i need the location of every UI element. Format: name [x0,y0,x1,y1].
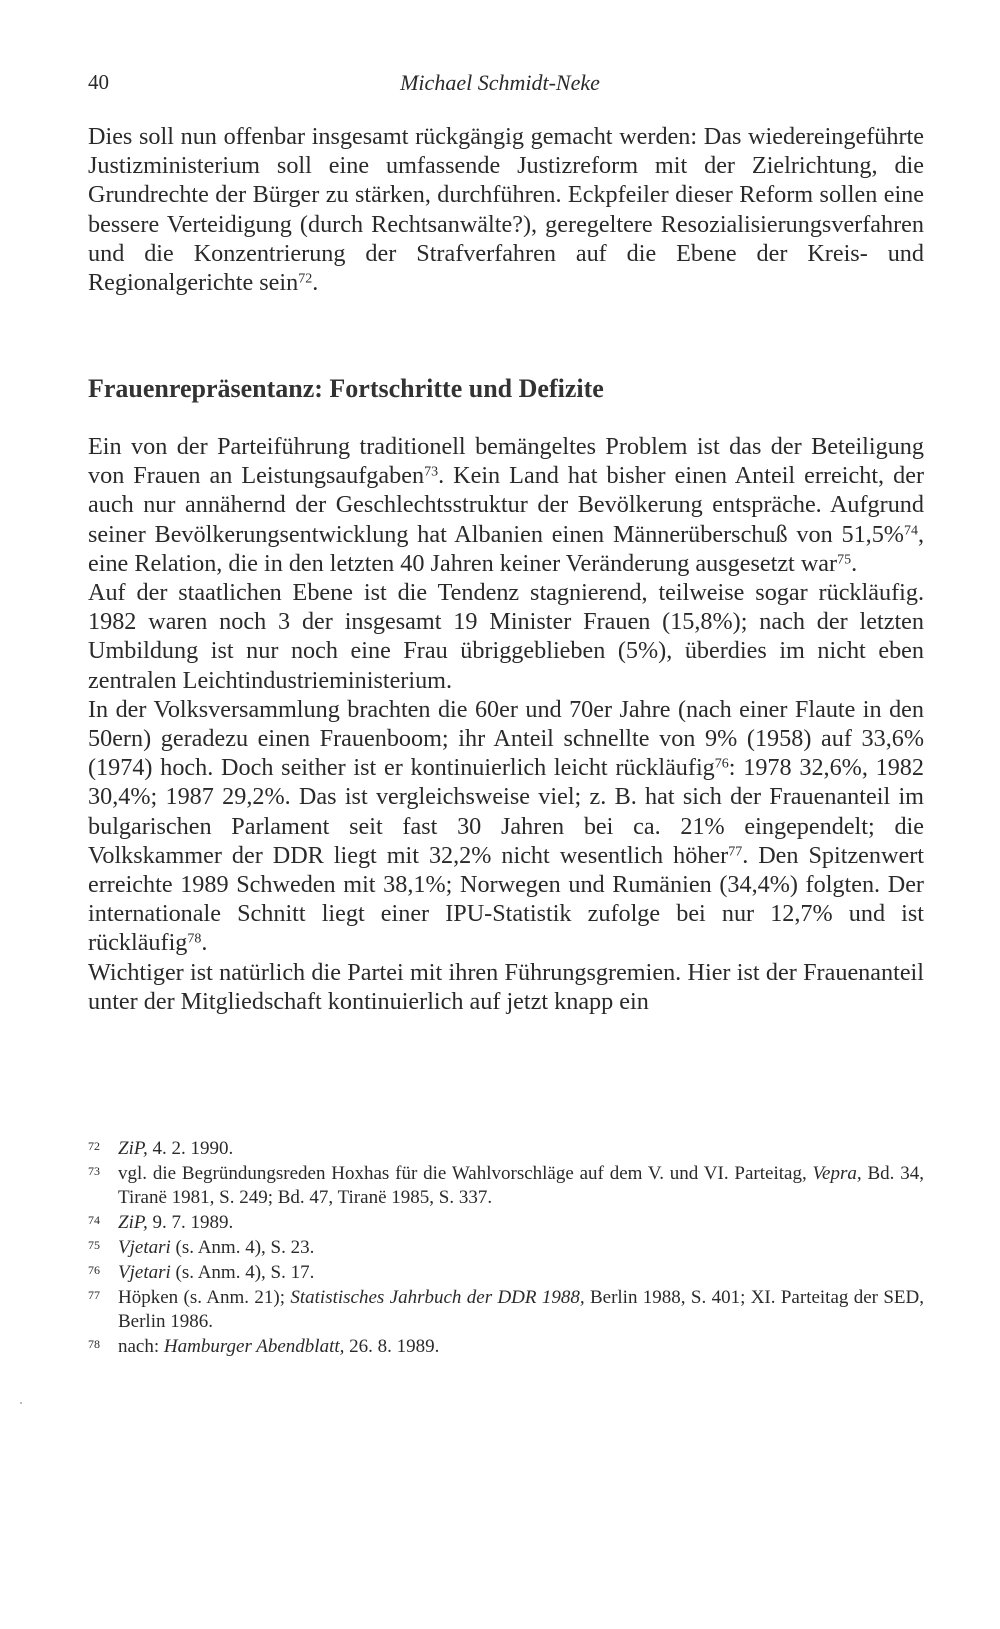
footnotes [88,1137,924,1360]
paragraph: Auf der staatlichen Ebene ist die Tendenz stagnierend, teilweise sogar rückläufig. 1982 waren noch 3 der insgesamt 19 Minister Frauen (15,8%); nach der letzten Umbildung ist nur noch eine Frau übriggeblieben (5%), überdies im nicht eben zentralen Leichtindustrieministerium. [88,579,924,694]
section-heading: Frauenrepräsentanz: Fortschritte und Defizite [88,374,604,403]
scan-speck [20,1402,22,1404]
paragraph: In der Volksversammlung brachten die 60er und 70er Jahre (nach einer Flaute in den 50ern) geradezu einen Frauenboom; ihr Anteil schnellte von 9% (1958) auf 33,6% (1974) hoch. Doch seither ist er kontinuierlich leicht rückläufig$^{76}$: 1978 32,6%, 1982 30,4%; 1987 29,2%. Das ist vergleichsweise viel; z. B. hat sich der Frauenanteil im bulgarischen Parlament seit fast 30 Jahren bei ca. 21% eingependelt; die Volkskammer der DDR liegt mit 32,2% nicht wesentlich höher$^{77}$. Den Spitzenwert erreichte 1989 Schweden mit 38,1%; Norwegen und Rumänien (34,4%) folgten. Der internationale Schnitt liegt einer IPU-Statistik zufolge bei nur 12,7% und ist rückläufig$^{78}$. [88,695,924,957]
footnote-72: 72 ZiP, 4. 2. 1990. [88,1137,924,1161]
footnote-73: 73 vgl. die Begründungsreden Hoxhas für die Wahlvorschläge auf dem V. und VI. Parteitag, Vepra, Bd. 34, Tiranë 1981, S. 249; Bd. 47, Tiranë 1985, S. 337. [88,1162,924,1210]
footnote-number: 77 [88,1288,100,1302]
paragraph: Wichtiger ist natürlich die Partei mit ihren Führungsgremien. Hier ist der Frauenanteil unter der Mitgliedschaft kontinuierlich auf jetzt knapp ein [88,958,924,1015]
footnote-75: 75 Vjetari (s. Anm. 4), S. 23. [88,1236,924,1260]
footnote-number: 76 [88,1263,100,1277]
footnote-number: 74 [88,1213,100,1227]
footnote-ref[interactable]: 76 [714,756,729,772]
footnote-ref[interactable]: 74 [903,522,918,538]
footnote-ref[interactable]: 75 [837,552,852,568]
footnote-77: 77 Höpken (s. Anm. 21); Statistisches Jahrbuch der DDR 1988, Berlin 1988, S. 401; XI. Parteitag der SED, Berlin 1986. [88,1286,924,1334]
footnote-78: 78 nach: Hamburger Abendblatt, 26. 8. 1989. [88,1335,924,1359]
section-body [88,432,924,1016]
footnote-76: 76 Vjetari (s. Anm. 4), S. 17. [88,1261,924,1285]
footnote-ref[interactable]: 77 [728,844,743,860]
intro-paragraph-block [88,122,924,297]
footnote-ref[interactable]: 73 [424,464,439,480]
footnote-number: 75 [88,1238,100,1252]
footnote-74: 74 ZiP, 9. 7. 1989. [88,1211,924,1235]
footnote-number: 78 [88,1337,100,1351]
footnote-number: 72 [88,1139,100,1153]
page-number: 40 [88,70,109,94]
footnote-ref[interactable]: 78 [187,931,202,947]
paragraph: Ein von der Parteiführung traditionell bemängeltes Problem ist das der Beteiligung von Frauen an Leistungsaufgaben$^{73}$. Kein Land hat bisher einen Anteil erreicht, der auch nur annähernd der Geschlechtsstruktur der Bevölkerung entspräche. Aufgrund seiner Bevölkerungsentwicklung hat Albanien einen Männerüberschuß von 51,5%$^{74}$, eine Relation, die in den letzten 40 Jahren keiner Veränderung ausgesetzt war$^{75}$. [88,433,924,577]
footnote-number: 73 [88,1164,100,1178]
running-title: Michael Schmidt-Neke [400,70,600,95]
footnote-ref[interactable]: 72 [298,271,313,287]
paragraph: Dies soll nun offenbar insgesamt rückgängig gemacht werden: Das wiedereingeführte Justizministerium soll eine umfassende Justizreform mit der Zielrichtung, die Grundrechte der Bürger zu stärken, durchführen. Eckpfeiler dieser Reform sollen eine bessere Verteidigung (durch Rechtsanwälte?), geregeltere Resozialisierungsverfahren und die Konzentrierung der Strafverfahren auf die Ebene der Kreis- und Regionalgerichte sein$^{72}$. [88,123,924,297]
